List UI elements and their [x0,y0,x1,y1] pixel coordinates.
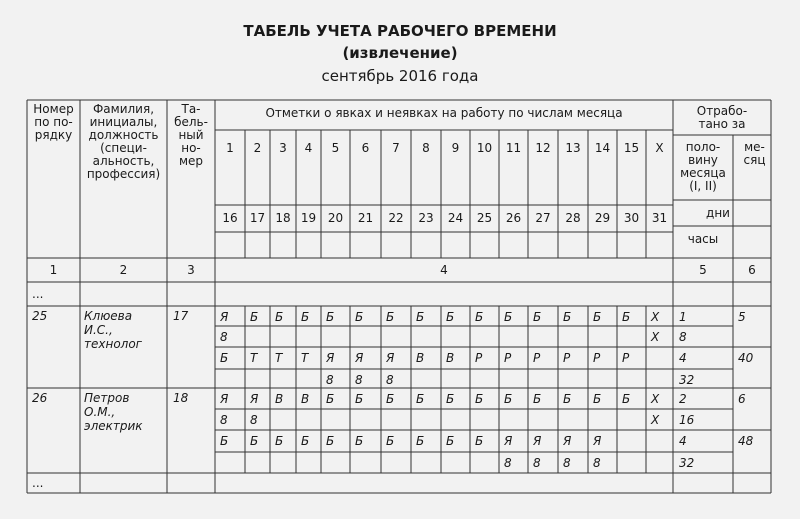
mark-cell: Б [386,392,395,406]
mark-cell: Р [504,351,512,365]
day-number: 16 [222,211,238,225]
day-number: 15 [623,141,640,155]
half-month-value: 1 [679,310,687,324]
mark-cell: Х [651,330,660,344]
mark-cell: В [446,351,455,365]
header-marks: Отметки о явках и неявках на работу по числам месяца [265,106,623,120]
day-number: 13 [565,141,581,155]
day-number: 11 [505,141,522,155]
mark-cell: Р [475,351,483,365]
mark-cell: В [275,392,284,406]
employee-tab-number: 18 [173,391,189,405]
mark-cell: Б [355,434,364,448]
mark-cell: Б [593,392,602,406]
employee-number: 26 [32,391,48,405]
day-number: X [655,141,664,155]
employee-name: Петров О.М., электрик [84,391,143,433]
mark-cell: Б [326,392,335,406]
mark-cell: Р [533,351,541,365]
mark-cell: Т [250,351,258,365]
day-number: 24 [447,211,464,225]
day-number: 6 [361,141,370,155]
employee-tab-number: 17 [173,309,189,323]
mark-cell: Р [593,351,601,365]
mark-cell: Б [475,434,484,448]
mark-cell: Я [504,434,513,448]
day-number: 20 [327,211,344,225]
month-days: 6 [738,392,746,406]
mark-cell: Б [504,310,513,324]
mark-cell: Я [220,392,229,406]
mark-cell: 8 [326,373,334,387]
document-subtitle: (извлечение) [342,44,458,62]
column-number: 4 [440,263,448,277]
day-number: 18 [275,211,291,225]
month-hours: 40 [738,351,754,365]
day-number: 23 [418,211,434,225]
mark-cell: 8 [220,413,228,427]
header-hours: часы [687,232,719,246]
day-number: 9 [451,141,460,155]
mark-cell: Я [355,351,364,365]
mark-cell: Б [301,310,310,324]
mark-cell: Я [533,434,542,448]
ellipsis: ... [32,476,44,490]
mark-cell: Х [651,413,660,427]
mark-cell: Б [301,434,310,448]
mark-cell: Я [326,351,335,365]
half-month-value: 32 [679,373,695,387]
mark-cell: Б [386,434,395,448]
mark-cell: Я [593,434,602,448]
half-month-value: 4 [679,434,687,448]
mark-cell: 8 [593,456,601,470]
mark-cell: Б [275,434,284,448]
mark-cell: Б [220,351,229,365]
mark-cell: Б [355,310,364,324]
day-number: 31 [651,211,668,225]
day-number: 19 [300,211,317,225]
mark-cell: Я [250,392,259,406]
mark-cell: Б [220,434,229,448]
day-number: 2 [253,141,262,155]
month-days: 5 [738,310,746,324]
mark-cell: Б [275,310,284,324]
mark-cell: Б [504,392,513,406]
mark-cell: Б [446,392,455,406]
half-month-value: 32 [679,456,695,470]
day-number: 14 [594,141,611,155]
header-days: дни [706,206,730,220]
mark-cell: Р [563,351,571,365]
day-number: 7 [392,141,400,155]
mark-cell: Я [563,434,572,448]
mark-cell: Б [326,310,335,324]
document-title: ТАБЕЛЬ УЧЕТА РАБОЧЕГО ВРЕМЕНИ [243,22,557,40]
day-number: 30 [623,211,640,225]
mark-cell: Б [563,310,572,324]
mark-cell: В [416,351,425,365]
mark-cell: Б [475,392,484,406]
mark-cell: Б [416,434,425,448]
mark-cell: Б [250,434,259,448]
mark-cell: Я [220,310,229,324]
header-worked: Отрабо- тано за [696,104,748,131]
column-number: 3 [187,263,195,277]
employee-name: Клюева И.С., технолог [84,309,142,351]
day-number: 10 [476,141,493,155]
half-month-value: 2 [679,392,687,406]
header-number: Номер по по- рядку [33,102,74,142]
mark-cell: Б [533,310,542,324]
half-month-value: 16 [679,413,695,427]
mark-cell: Б [533,392,542,406]
mark-cell: 8 [563,456,571,470]
day-number: 27 [535,211,551,225]
half-month-value: 4 [679,351,687,365]
mark-cell: Б [446,310,455,324]
column-number: 1 [49,263,58,277]
mark-cell: 8 [355,373,363,387]
mark-cell: Б [386,310,395,324]
column-number: 5 [699,263,707,277]
header-half-month: поло- вину месяца (I, II) [680,140,726,193]
mark-cell: Б [250,310,259,324]
day-number: 17 [249,211,266,225]
header-month: ме- сяц [743,140,766,167]
day-number: 25 [476,211,493,225]
mark-cell: 8 [250,413,258,427]
employee-number: 25 [32,309,48,323]
ellipsis: ... [32,287,44,301]
day-number: 26 [505,211,522,225]
mark-cell: Я [386,351,395,365]
day-number: 21 [357,211,374,225]
mark-cell: 8 [533,456,541,470]
mark-cell: Б [326,434,335,448]
day-number: 4 [304,141,313,155]
day-number: 29 [594,211,611,225]
month-hours: 48 [738,434,754,448]
mark-cell: Т [301,351,309,365]
mark-cell: 8 [504,456,512,470]
mark-cell: Б [355,392,364,406]
mark-cell: В [301,392,310,406]
day-number: 5 [331,141,340,155]
mark-cell: Б [446,434,455,448]
day-number: 8 [422,141,430,155]
mark-cell: Х [651,392,660,406]
mark-cell: Б [622,310,631,324]
column-number: 2 [119,263,128,277]
day-number: 22 [388,211,404,225]
header-name: Фамилия, инициалы, должность (специ- альность, профессия) [86,102,161,181]
mark-cell: Б [416,392,425,406]
mark-cell: Б [563,392,572,406]
day-number: 3 [279,141,287,155]
mark-cell: Т [275,351,283,365]
day-number: 28 [565,211,581,225]
mark-cell: Б [622,392,631,406]
mark-cell: Р [622,351,630,365]
day-number: 1 [226,141,234,155]
column-number: 6 [748,263,756,277]
mark-cell: Б [416,310,425,324]
mark-cell: Б [475,310,484,324]
header-tab: Та- бель- ный но- мер [174,102,208,168]
mark-cell: 8 [220,330,228,344]
mark-cell: 8 [386,373,394,387]
mark-cell: Х [651,310,660,324]
mark-cell: Б [593,310,602,324]
half-month-value: 8 [679,330,687,344]
document-period: сентябрь 2016 года [321,67,479,85]
day-number: 12 [535,141,551,155]
